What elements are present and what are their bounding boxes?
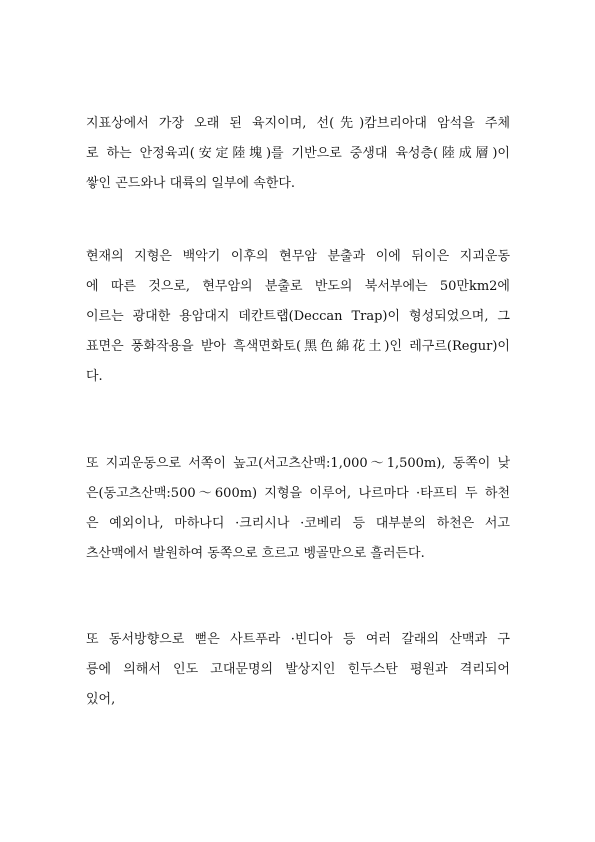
text-line: 쌓인 곤드와나 대륙의 일부에 속한다. — [86, 176, 296, 191]
text-line: 로 하는 안정육괴(安定陸塊)를 기반으로 중생대 육성층(陸成層)이 — [86, 146, 510, 161]
text-line: 표면은 풍화작용을 받아 흑색면화토(黑色綿花土)인 레구르(Regur)이 — [86, 339, 510, 354]
text-line: 은(동고츠산맥:500～600m) 지형을 이루어, 나르마다 ·타프티 두 하천 — [86, 486, 510, 501]
text-line: 있어, — [86, 692, 116, 707]
paragraph-geology — [86, 109, 510, 199]
paragraph-mountain-ranges — [86, 625, 510, 715]
text-line: 츠산맥에서 발원하여 동쪽으로 흐르고 벵골만으로 흘러든다. — [86, 546, 425, 561]
text-line: 다. — [86, 369, 103, 384]
text-line: 릉에 의해서 인도 고대문명의 발상지인 힌두스탄 평원과 격리되어 — [86, 662, 510, 677]
text-line: 현재의 지형은 백악기 이후의 현무암 분출과 이에 뒤이은 지괴운동 — [86, 249, 510, 264]
text-line: 은 예외이나, 마하나디 ·크리시나 ·코베리 등 대부분의 하천은 서고 — [86, 516, 510, 531]
text-line: 이르는 광대한 용암대지 데칸트랩(Deccan Trap)이 형성되었으며, 그 — [86, 309, 510, 324]
paragraph-deccan-trap — [86, 242, 510, 392]
text-line: 지표상에서 가장 오래 된 육지이며, 선(先)캄브리아대 암석을 주체 — [86, 116, 510, 131]
text-line: 에 따른 것으로, 현무암의 분출로 반도의 북서부에는 50만km2에 — [86, 279, 510, 294]
text-line: 또 지괴운동으로 서쪽이 높고(서고츠산맥:1,000～1,500m), 동쪽이 낮 — [86, 456, 510, 471]
paragraph-ghats-rivers — [86, 449, 510, 569]
text-line: 또 동서방향으로 뻗은 사트푸라 ·빈디아 등 여러 갈래의 산맥과 구 — [86, 632, 510, 647]
